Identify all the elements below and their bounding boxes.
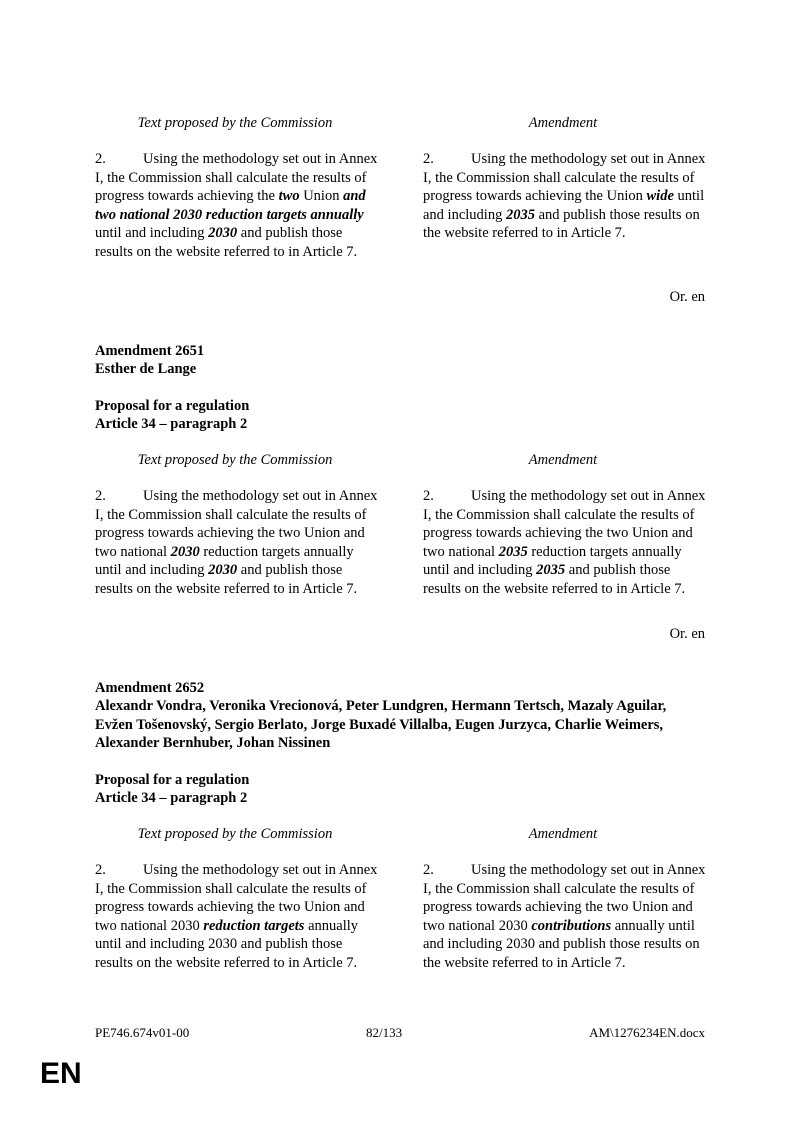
column-header-commission: Text proposed by the Commission [137,452,333,468]
commission-text: 2. Using the methodology set out in Annex I, the Commission shall calculate the results of progress towards achieving the two Union and two national 2030 reduction targets annually until and including 2030 and publish those results on the website referred to in Article 7. [95,488,378,597]
original-language: Or. en [669,626,705,642]
document-reference: PE746.674v01-00 [95,1025,190,1040]
amendment-authors: Esther de Lange [95,361,197,377]
paragraph-number: 2. [95,862,106,878]
file-name: AM\1276234EN.docx [589,1025,705,1040]
amendment-text: 2. Using the methodology set out in Annex I, the Commission shall calculate the results of progress towards achieving the Union wide until and including 2035 and publish those results on the website referred to in Article 7. [423,151,706,242]
amendment-text: 2. Using the methodology set out in Annex I, the Commission shall calculate the results of progress towards achieving the two Union and two national 2035 reduction targets annually until and including 2035 and publish those results on the website referred to in Article 7. [423,488,706,597]
column-header-amendment: Amendment [528,452,598,468]
commission-text: 2. Using the methodology set out in Annex I, the Commission shall calculate the results of progress towards achieving the two Union and two national 2030 reduction targets annually until and including 2030 and publish those results on the website referred to in Article 7. [95,862,378,971]
paragraph-number: 2. [423,862,434,878]
page-number: 82/133 [366,1025,403,1040]
paragraph-number: 2. [95,151,106,167]
original-language: Or. en [669,289,705,305]
paragraph-number: 2. [423,488,434,504]
amendment-number: Amendment 2652 [95,680,205,696]
column-header-commission: Text proposed by the Commission [137,826,333,842]
amendment-number: Amendment 2651 [95,343,205,359]
language-code: EN [40,1057,82,1090]
column-header-amendment: Amendment [528,115,598,131]
paragraph-number: 2. [423,151,434,167]
commission-text: 2. Using the methodology set out in Annex I, the Commission shall calculate the results of progress towards achieving the two Union and two national 2030 reduction targets annually until and including 2030 and publish those results on the website referred to in Article 7. [95,151,378,260]
amendment-authors: Alexandr Vondra, Veronika Vrecionová, Peter Lundgren, Hermann Tertsch, Mazaly Aguilar, Evžen Tošenovský, Sergio Berlato, Jorge Buxadé Villalba, Eugen Jurzyca, Charlie Weimers, Alexander Bernhuber, Johan Nissinen [95,698,667,752]
proposal-title: Proposal for a regulation [95,398,250,414]
paragraph-number: 2. [95,488,106,504]
amendment-text: 2. Using the methodology set out in Annex I, the Commission shall calculate the results of progress towards achieving the two Union and two national 2030 contributions annually until and including 2030 and publish those results on the website referred to in Article 7. [423,862,706,971]
column-header-commission: Text proposed by the Commission [137,115,333,131]
article-reference: Article 34 – paragraph 2 [95,790,248,806]
column-header-amendment: Amendment [528,826,598,842]
proposal-title: Proposal for a regulation [95,772,250,788]
article-reference: Article 34 – paragraph 2 [95,416,248,432]
